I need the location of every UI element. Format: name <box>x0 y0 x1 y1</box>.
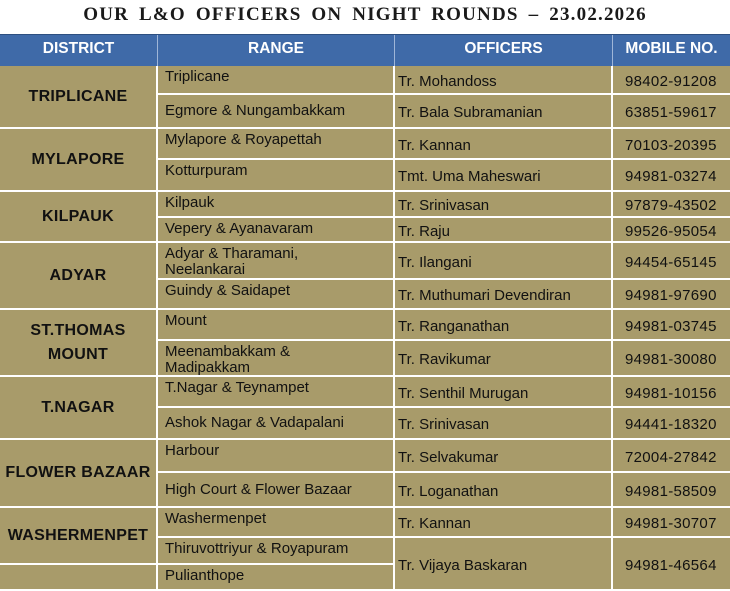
header-officers: OFFICERS <box>395 35 613 66</box>
mobile-cell: 99526-95054 <box>613 218 730 243</box>
officer-cell: Tr. Vijaya Baskaran <box>395 538 613 591</box>
range-cell: Egmore & Nungambakkam <box>158 95 395 129</box>
header-mobile: MOBILE NO. <box>625 40 718 57</box>
mobile-cell: 70103-20395 <box>613 129 730 160</box>
mobile-cell: 94981-46564 <box>613 538 730 591</box>
mobile-cell: 94981-03745 <box>613 310 730 341</box>
range-cell: Pulianthope <box>158 565 395 591</box>
range-cell: Kilpauk <box>158 192 395 218</box>
mobile-cell: 94981-97690 <box>613 280 730 310</box>
officers-table <box>0 66 730 591</box>
officer-cell: Tmt. Uma Maheswari <box>395 160 613 192</box>
range-cell: Guindy & Saidapet <box>158 280 395 310</box>
officer-cell: Tr. Selvakumar <box>395 440 613 473</box>
officer-cell: Tr. Bala Subramanian <box>395 95 613 129</box>
range-cell: Triplicane <box>158 66 395 95</box>
range-cell: High Court & Flower Bazaar <box>158 473 395 508</box>
mobile-cell: 97879-43502 <box>613 192 730 218</box>
header-range: RANGE <box>158 35 395 66</box>
range-cell: Harbour <box>158 440 395 473</box>
district-cell: ST.THOMAS MOUNT <box>0 310 158 377</box>
officer-cell: Tr. Raju <box>395 218 613 243</box>
district-cell <box>0 565 158 591</box>
district-cell: TRIPLICANE <box>0 66 158 129</box>
officer-cell: Tr. Muthumari Devendiran <box>395 280 613 310</box>
officer-cell: Tr. Ilangani <box>395 243 613 280</box>
officer-cell: Tr. Ranganathan <box>395 310 613 341</box>
mobile-cell: 94454-65145 <box>613 243 730 280</box>
page-title: OUR L&O OFFICERS ON NIGHT ROUNDS – 23.02.2026 <box>83 4 647 25</box>
district-cell: MYLAPORE <box>0 129 158 192</box>
mobile-cell: 72004-27842 <box>613 440 730 473</box>
table-header <box>0 34 730 67</box>
officer-cell: Tr. Ravikumar <box>395 341 613 377</box>
mobile-cell: 94441-18320 <box>613 408 730 440</box>
officer-cell: Tr. Senthil Murugan <box>395 377 613 408</box>
range-cell: Adyar & Tharamani, Neelankarai <box>158 243 395 280</box>
range-cell: Washermenpet <box>158 508 395 538</box>
district-cell: WASHERMENPET <box>0 508 158 565</box>
mobile-cell: 98402-91208 <box>613 66 730 95</box>
officer-cell: Tr. Srinivasan <box>395 192 613 218</box>
district-cell: FLOWER BAZAAR <box>0 440 158 508</box>
range-cell: Vepery & Ayanavaram <box>158 218 395 243</box>
district-cell: T.NAGAR <box>0 377 158 440</box>
mobile-cell: 94981-03274 <box>613 160 730 192</box>
range-cell: T.Nagar & Teynampet <box>158 377 395 408</box>
range-cell: Mount <box>158 310 395 341</box>
mobile-cell: 63851-59617 <box>613 95 730 129</box>
mobile-cell: 94981-58509 <box>613 473 730 508</box>
mobile-cell: 94981-10156 <box>613 377 730 408</box>
range-cell: Meenambakkam & Madipakkam <box>158 341 395 377</box>
officer-cell: Tr. Srinivasan <box>395 408 613 440</box>
range-cell: Kotturpuram <box>158 160 395 192</box>
mobile-cell: 94981-30080 <box>613 341 730 377</box>
range-cell: Ashok Nagar & Vadapalani <box>158 408 395 440</box>
officer-cell: Tr. Kannan <box>395 129 613 160</box>
district-cell: KILPAUK <box>0 192 158 243</box>
district-cell: ADYAR <box>0 243 158 310</box>
officer-cell: Tr. Kannan <box>395 508 613 538</box>
range-cell: Thiruvottriyur & Royapuram <box>158 538 395 565</box>
header-district: DISTRICT <box>0 35 158 66</box>
officer-cell: Tr. Mohandoss <box>395 66 613 95</box>
range-cell: Mylapore & Royapettah <box>158 129 395 160</box>
mobile-cell: 94981-30707 <box>613 508 730 538</box>
officer-cell: Tr. Loganathan <box>395 473 613 508</box>
